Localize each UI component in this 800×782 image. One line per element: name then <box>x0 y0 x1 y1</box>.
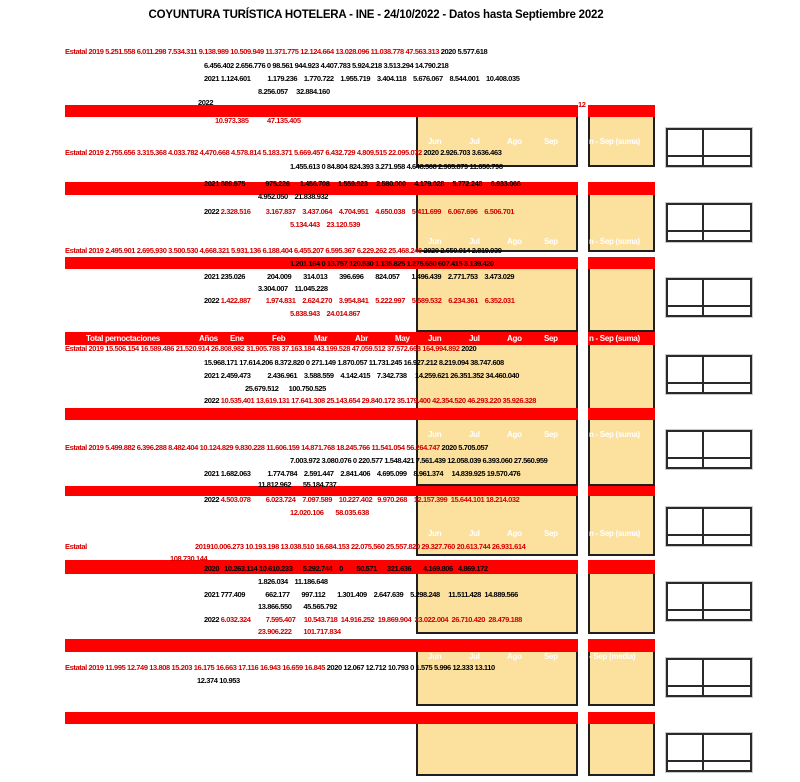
row-values-red: Estatal 2019 15.506.154 16.589.486 21.520.914 26.808.982 31.905.788 37.163.184 43.199.528 47.059.512 37.572.668 164.994.892 <box>65 344 460 353</box>
row-values-black: 15.968.171 17.614.206 8.372.820 0 271.149 1.870.057 11.731.245 16.927.212 8.219.094 38.747.608 <box>204 358 504 367</box>
note-box-divider-vertical <box>702 130 704 165</box>
month-label: Jun <box>428 652 442 661</box>
note-box-divider-vertical <box>702 660 704 695</box>
month-label: Sep <box>544 430 558 439</box>
red-bar-segment <box>588 182 655 195</box>
note-box <box>666 582 752 621</box>
data-row <box>204 207 514 216</box>
data-row <box>65 344 476 353</box>
data-row <box>290 220 360 229</box>
note-box-divider-horizontal <box>668 382 750 384</box>
note-box-divider-vertical <box>702 205 704 240</box>
month-label: Jul <box>469 529 480 538</box>
sum-range-label: n - Sep (suma) <box>589 237 640 246</box>
row-values-black: 12.374 10.953 <box>197 676 240 685</box>
data-row <box>204 179 520 188</box>
data-row <box>198 98 213 107</box>
data-row <box>258 284 328 293</box>
header-label: Jul <box>469 334 480 343</box>
row-values-black: 2020 2.650.914 2.819.939 <box>421 246 502 255</box>
month-label: Jul <box>469 237 480 246</box>
row-values-black: 2020 <box>459 344 477 353</box>
data-row <box>204 371 519 380</box>
month-label: Jul <box>469 430 480 439</box>
row-values-red: 5.838.943 24.014.867 <box>290 309 361 318</box>
row-values-black: 2022 <box>204 207 221 216</box>
note-box <box>666 203 752 242</box>
note-box-divider-horizontal <box>668 457 750 459</box>
row-values-red: 6.032.324 7.595.407 10.543.718 14.916.252 19.869.904 23.022.004 26.710.420 28.479.188 <box>220 615 522 624</box>
data-row <box>204 564 488 573</box>
note-box-divider-horizontal <box>668 534 750 536</box>
row-values-black: 2022 <box>204 296 221 305</box>
data-row <box>258 480 336 489</box>
data-row <box>258 577 328 586</box>
row-values-black: 4.952.050 21.838.932 <box>258 192 329 201</box>
row-values-black: 2022 <box>204 495 221 504</box>
data-row <box>258 602 337 611</box>
note-box-divider-vertical <box>702 584 704 619</box>
month-label: Sep <box>544 137 558 146</box>
header-label: Ago <box>507 334 522 343</box>
header-label: Abr <box>355 334 368 343</box>
note-box-divider-vertical <box>702 357 704 392</box>
header-label: Feb <box>272 334 286 343</box>
data-row <box>290 456 547 465</box>
row-values-red: 108.730.144 <box>170 554 208 563</box>
row-values-black: 7.003.972 3.080.076 0 220.577 1.548.421 7.561.439 12.058.039 6.393.060 27.560.959 <box>290 456 548 465</box>
row-values-red: Estatal 2019 2.495.901 2.695.930 3.500.530 4.668.321 5.931.136 6.188.404 6.455.207 6.595.367 6.229.262 25.468.240 <box>65 246 422 255</box>
row-values-black: 8.256.057 32.884.160 <box>258 87 330 96</box>
row-values-black: 2020 5.577.618 <box>439 47 488 56</box>
note-box <box>666 430 752 469</box>
red-bar <box>65 105 578 117</box>
note-box <box>666 658 752 697</box>
row-values-red: 12 <box>578 100 586 109</box>
data-row <box>65 148 502 157</box>
note-box-divider-vertical <box>702 280 704 315</box>
row-values-black: 2022 <box>204 396 221 405</box>
row-values-red: 10.535.401 13.619.131 17.641.308 25.143.654 29.840.172 35.179.400 42.354.520 46.293.220 35.926.328 <box>220 396 537 405</box>
note-box-divider-horizontal <box>668 230 750 232</box>
data-row <box>197 676 240 685</box>
row-values-black: 2021 889.575 975.226 1.456.708 1.559.923 2.580.000 4.179.028 5.772.248 6.933.066 <box>204 179 521 188</box>
row-values-black: 2020 5.705.057 <box>439 443 489 452</box>
data-row <box>65 443 488 452</box>
row-values-black: 2022 <box>204 615 221 624</box>
data-row <box>578 100 586 109</box>
month-label: Jun <box>428 237 442 246</box>
data-row <box>258 192 328 201</box>
data-row <box>65 246 502 255</box>
header-label: n - Sep (suma) <box>589 334 640 343</box>
row-values-red: 201910.006.273 10.193.198 13.038.510 16.684.153 22.075.560 25.557.820 29.327.760 20.613.744 26.931.614 <box>195 542 526 551</box>
data-row <box>258 627 341 636</box>
row-values-black: 2021 2.459.473 2.436.961 3.588.559 4.142.415 7.342.738 14.259.621 26.351.352 34.460.040 <box>204 371 520 380</box>
note-box-divider-horizontal <box>668 760 750 762</box>
red-bar-segment <box>588 560 655 574</box>
row-values-black: 11.812.962 55.184.737 <box>258 480 337 489</box>
month-label: Sep <box>544 529 558 538</box>
month-label: Ago <box>507 430 522 439</box>
data-row <box>204 495 519 504</box>
data-row <box>204 74 520 83</box>
header-label: May <box>395 334 410 343</box>
row-values-black: 3.304.007 11.045.228 <box>258 284 328 293</box>
row-values-black: 1.201.164 0 13.757 120.530 1.135.825 1.275.650 607.415 3.139.420 <box>290 259 494 268</box>
header-label: Ene <box>230 334 244 343</box>
row-values-black: 2020 2.926.703 3.636.463 <box>421 148 502 157</box>
header-label: Sep <box>544 334 558 343</box>
red-bar-segment <box>588 257 655 269</box>
sum-range-label: n - Sep (suma) <box>589 137 640 146</box>
note-box-divider-horizontal <box>668 155 750 157</box>
row-values-black: 2020 12.067 12.712 10.793 0 1.575 5.996 12.333 13.110 <box>324 663 495 672</box>
month-label: Ago <box>507 652 522 661</box>
row-values-red: Estatal 2019 5.251.558 6.011.298 7.534.311 9.138.989 10.509.949 11.371.775 12.124.664 13.028.096 11.038.778 47.563.313 <box>65 47 440 56</box>
row-values-red: 2.328.516 3.167.837 3.437.064 4.704.951 4.650.038 5.411.699 6.067.696 6.506.701 <box>220 207 515 216</box>
note-box-divider-horizontal <box>668 305 750 307</box>
header-label: Jun <box>428 334 442 343</box>
data-row <box>245 384 326 393</box>
sum-range-label: n - Sep (suma) <box>589 529 640 538</box>
row-values-red: 10.973.385 47.135.405 <box>215 116 301 125</box>
note-box <box>666 733 752 772</box>
sum-range-label: n - Sep (suma) <box>589 430 640 439</box>
data-row <box>204 358 504 367</box>
red-bar-segment <box>588 639 655 652</box>
data-row <box>290 309 360 318</box>
data-row <box>204 590 518 599</box>
month-label: Sep <box>544 652 558 661</box>
row-values-red: Estatal 2019 2.755.656 3.315.368 4.033.782 4.470.668 4.578.814 5.183.371 5.669.457 6.432.729 4.809.515 22.095.072 <box>65 148 422 157</box>
row-values-black: 2021 235.026 204.009 314.013 396.696 824.057 1.496.439 2.771.753 3.473.029 <box>204 272 515 281</box>
month-label: Jun <box>428 430 442 439</box>
red-bar <box>65 408 578 420</box>
month-label: Jun <box>428 137 442 146</box>
row-values-black: 25.679.512 100.750.525 <box>245 384 326 393</box>
row-values-black: 13.866.550 45.565.792 <box>258 602 337 611</box>
header-label: Mar <box>314 334 328 343</box>
red-bar <box>65 712 578 724</box>
row-values-red: Estatal <box>65 542 87 551</box>
note-box <box>666 355 752 394</box>
red-bar-segment <box>588 408 655 420</box>
note-box-divider-vertical <box>702 509 704 544</box>
row-values-black: 6.456.402 2.656.776 0 98.561 944.923 4.407.783 5.924.218 3.513.294 14.790.218 <box>204 61 449 70</box>
data-row <box>204 61 448 70</box>
month-label: Jun <box>428 529 442 538</box>
red-bar-segment <box>588 105 655 117</box>
month-label: Jul <box>469 137 480 146</box>
data-row <box>65 663 495 672</box>
data-row <box>215 116 301 125</box>
row-values-red: Estatal 2019 5.499.882 6.396.288 8.482.404 10.124.829 9.830.228 11.606.159 14.871.768 18.245.766 11.541.054 56.264.747 <box>65 443 440 452</box>
month-label: Ago <box>507 137 522 146</box>
row-values-black: 2020 10.263.114 10.610.233 5.292.744 0 50.571 321.636 4.169.806 4.869.172 <box>204 564 488 573</box>
row-values-red: 4.503.078 6.023.724 7.097.589 10.227.402 9.970.268 12.157.399 15.644.101 18.214.032 <box>220 495 520 504</box>
note-box-divider-vertical <box>702 432 704 467</box>
data-row <box>195 542 525 551</box>
data-row <box>204 272 514 281</box>
row-values-black: 2021 1.682.063 1.774.784 2.591.447 2.841.406 4.695.099 8.961.374 14.839.925 19.570.476 <box>204 469 521 478</box>
row-values-black: 2021 1.124.601 1.179.236 1.770.722 1.955.719 3.404.118 5.676.067 8.544.001 10.408.035 <box>204 74 520 83</box>
red-bar-segment <box>588 486 655 496</box>
data-row <box>258 87 330 96</box>
note-box <box>666 507 752 546</box>
data-row <box>170 554 207 563</box>
row-values-red: Estatal 2019 11.995 12.749 13.808 15.203 16.175 16.663 17.116 16.943 16.659 16.845 <box>65 663 325 672</box>
data-row <box>290 162 503 171</box>
data-row <box>65 542 87 551</box>
red-bar-segment <box>588 712 655 724</box>
data-row <box>290 508 369 517</box>
row-values-red: 23.906.222 101.717.834 <box>258 627 341 636</box>
row-values-black: 1.455.613 0 84.804 824.393 3.271.958 4.648.568 2.905.879 11.650.798 <box>290 162 503 171</box>
note-box-divider-horizontal <box>668 609 750 611</box>
data-row <box>204 615 522 624</box>
row-values-red: 5.134.443 23.120.539 <box>290 220 361 229</box>
data-row <box>290 259 494 268</box>
month-label: Sep <box>544 237 558 246</box>
data-row <box>204 296 514 305</box>
month-label: Ago <box>507 529 522 538</box>
data-row <box>204 396 536 405</box>
red-bar <box>65 639 578 652</box>
data-row <box>65 47 487 56</box>
row-values-red: 12.020.106 58.035.638 <box>290 508 369 517</box>
note-box-divider-horizontal <box>668 685 750 687</box>
row-values-black: 1.826.034 11.186.648 <box>258 577 328 586</box>
month-label: Jul <box>469 652 480 661</box>
data-row <box>204 469 520 478</box>
page-title: COYUNTURA TURÍSTICA HOTELERA - INE - 24/10/2022 - Datos hasta Septiembre 2022 <box>148 9 604 21</box>
row-values-red: 1.422.887 1.974.831 2.624.270 3.954.841 5.222.997 5.589.532 6.234.361 6.352.031 <box>220 296 515 305</box>
note-box <box>666 278 752 317</box>
note-box-divider-vertical <box>702 735 704 770</box>
summary-panel-right <box>588 486 655 556</box>
month-label: Ago <box>507 237 522 246</box>
row-values-black: 2021 777.409 662.177 997.112 1.301.409 2.647.639 5.298.248 11.511.428 14.889.566 <box>204 590 518 599</box>
sum-range-label: - Sep (media) <box>589 652 636 661</box>
note-box <box>666 128 752 167</box>
summary-panel-right <box>588 418 655 486</box>
header-label: Total pernoctaciones <box>86 334 160 343</box>
header-label: Años <box>199 334 218 343</box>
row-values-black: 2022 <box>198 98 214 107</box>
